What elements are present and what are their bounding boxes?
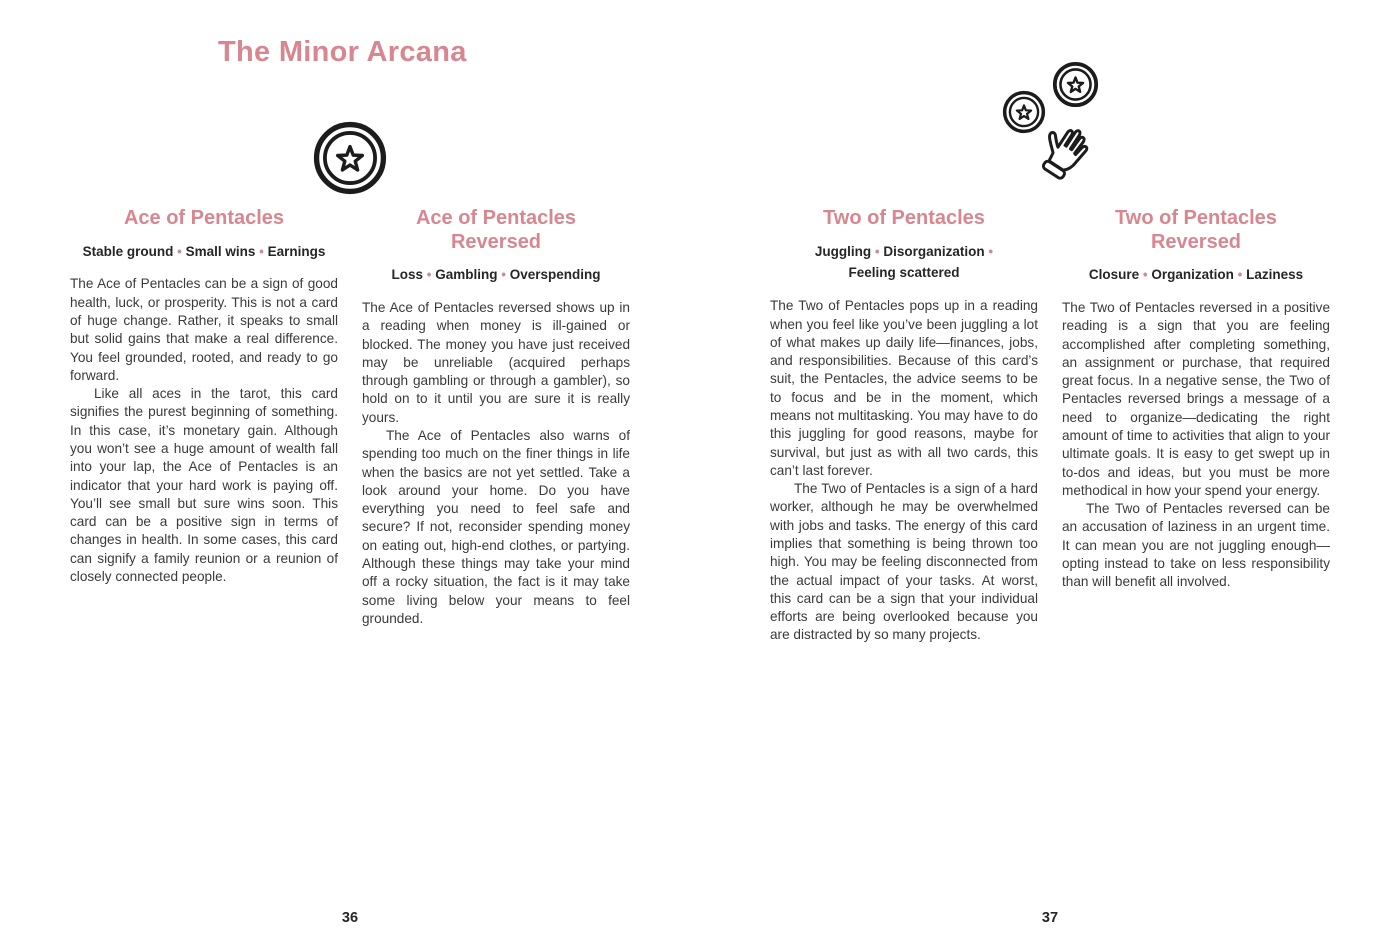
heading-line: Two of Pentacles bbox=[1115, 207, 1277, 229]
column-ace-of-pentacles-reversed bbox=[362, 207, 630, 628]
keyword: Feeling scattered bbox=[848, 265, 960, 281]
heading-line: Ace of Pentacles bbox=[123, 207, 285, 229]
card-body bbox=[1062, 299, 1330, 592]
paragraph: The Ace of Pentacles reversed shows up in a reading when money is ill-gained or blocked. The money you have just received may be unreliable (acquired perhaps through gambling or through a gambler), so hold on to it until you are sure it is really yours. bbox=[362, 300, 630, 425]
bullet-separator: • bbox=[255, 243, 268, 259]
card-keywords bbox=[770, 241, 1038, 285]
juggling-hand-icon bbox=[1035, 118, 1097, 186]
card-body bbox=[362, 299, 630, 628]
heading-line: Reversed bbox=[1150, 230, 1242, 253]
heading-line: Ace of Pentacles bbox=[415, 207, 577, 229]
keyword: Loss bbox=[391, 267, 423, 283]
paragraph: The Two of Pentacles is a sign of a hard worker, although he may be overwhelmed with jobs and tasks. The energy of this card implies that something is being thrown too high. You may be feeling disconnected from the actual impact of your tasks. At worst, this card can be a sign that your individual efforts are being overlooked because you are distracted by so many projects. bbox=[770, 481, 1038, 643]
card-heading bbox=[1062, 207, 1330, 254]
bullet-separator: • bbox=[1233, 267, 1247, 283]
keyword: Earnings bbox=[267, 243, 326, 259]
pentacle-coin-icon bbox=[312, 120, 388, 196]
keyword: Laziness bbox=[1246, 267, 1304, 283]
column-two-of-pentacles bbox=[770, 207, 1038, 645]
card-heading bbox=[70, 207, 338, 231]
keyword: Gambling bbox=[435, 267, 498, 283]
card-keywords bbox=[1062, 264, 1330, 286]
paragraph: The Two of Pentacles reversed in a positive reading is a sign that you are feeling accomplished after completing something, an assignment or purchase, that required great focus. In a negative sense, the Two of Pentacles reversed brings a message of a need to organize—dedicating the right amount of time to activities that align to your ultimate goals. It is easy to get swept up in to-dos and ideas, but you must be more methodical in how your spend your energy. bbox=[1062, 300, 1330, 498]
keyword: Organization bbox=[1151, 267, 1234, 283]
bullet-separator: • bbox=[497, 267, 510, 283]
card-keywords bbox=[70, 241, 338, 263]
page-37 bbox=[770, 207, 1330, 940]
card-body bbox=[770, 297, 1038, 644]
pentacle-coin-svg bbox=[312, 120, 388, 196]
card-heading bbox=[770, 207, 1038, 231]
card-heading bbox=[362, 207, 630, 254]
page-number: 37 bbox=[1041, 910, 1059, 926]
pentacle-coin-icon bbox=[1052, 61, 1099, 108]
paragraph: The Two of Pentacles reversed can be an accusation of laziness in an urgent time. It can mean you are not juggling enough—opting instead to take on less responsibility than will benefit all involved. bbox=[1062, 501, 1330, 590]
column-two-of-pentacles-reversed bbox=[1062, 207, 1330, 645]
bullet-separator: • bbox=[984, 243, 994, 259]
paragraph: The Ace of Pentacles can be a sign of good health, luck, or prosperity. This is not a card of huge change. Rather, it speaks to small but solid gains that make a real difference. You feel grounded, rooted, and ready to go forward. bbox=[70, 276, 338, 383]
paragraph: The Two of Pentacles pops up in a reading when you feel like you’ve been juggling a lot of what makes up daily life—finances, jobs, and responsibilities. Because of this card’s suit, the Pentacles, the advice seems to be to focus and be in the moment, which means not multitasking. You may have to do this juggling for good reasons, maybe for survival, but just as with all two cards, this can’t last forever. bbox=[770, 298, 1038, 478]
juggling-icons-group bbox=[995, 52, 1120, 202]
bullet-separator: • bbox=[1139, 267, 1152, 283]
keyword: Disorganization bbox=[883, 243, 985, 259]
page-title: The Minor Arcana bbox=[218, 36, 467, 68]
bullet-separator: • bbox=[871, 243, 884, 259]
card-body bbox=[70, 275, 338, 586]
page-36 bbox=[70, 207, 630, 940]
paragraph: Like all aces in the tarot, this card signifies the purest beginning of something. In this case, it’s monetary gain. Although you won’t see a huge amount of wealth fall into your lap, the Ace of Pentacles is an indicator that your hard work is paying off. You’ll see small but sure wins soon. This card can be a positive sign in terms of changes in health. In some cases, this card can signify a family reunion or a reunion of closely connected people. bbox=[70, 386, 338, 584]
card-keywords bbox=[362, 264, 630, 286]
page-number: 36 bbox=[341, 910, 359, 926]
keyword: Closure bbox=[1088, 267, 1140, 283]
column-ace-of-pentacles bbox=[70, 207, 338, 628]
heading-line: Reversed bbox=[450, 230, 542, 253]
heading-line: Two of Pentacles bbox=[823, 207, 985, 229]
bullet-separator: • bbox=[173, 243, 186, 259]
keyword: Juggling bbox=[814, 243, 872, 259]
bullet-separator: • bbox=[423, 267, 436, 283]
keyword: Stable ground bbox=[82, 243, 174, 259]
keyword: Overspending bbox=[509, 267, 601, 283]
keyword: Small wins bbox=[185, 243, 256, 259]
paragraph: The Ace of Pentacles also warns of spending too much on the finer things in life when the basics are not yet settled. Take a look around your home. Do you have everything you need to feel safe and secure? If not, reconsider spending money on eating out, high-end clothes, or partying. Although these things may take your mind off a rocky situation, the fact is it may take some living below your means to feel grounded. bbox=[362, 428, 630, 626]
